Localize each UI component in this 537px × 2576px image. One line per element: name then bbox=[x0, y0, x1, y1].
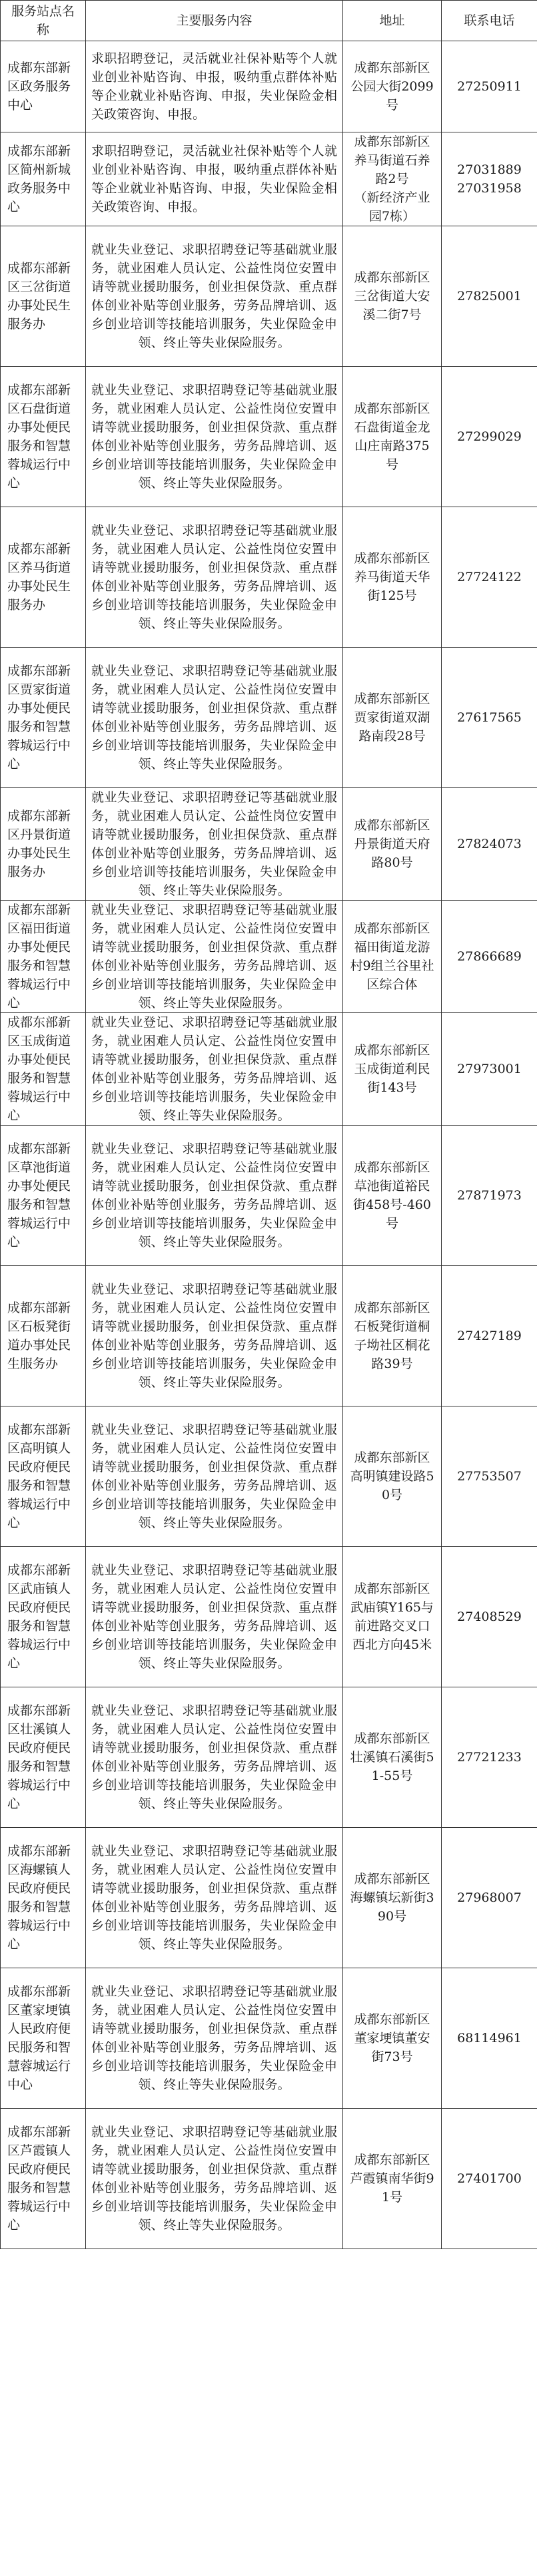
table-row bbox=[1, 507, 537, 648]
station-address: 成都东部新区三岔街道大安溪二街7号 bbox=[343, 226, 442, 367]
station-phone: 27968007 bbox=[442, 1828, 537, 1968]
service-content: 求职招聘登记，灵活就业社保补贴等个人就业创业补贴咨询、申报，吸纳重点群体补贴等企业就业补贴咨询、申报，失业保险金相关政策咨询、申报。 bbox=[86, 41, 343, 132]
service-content: 就业失业登记、求职招聘登记等基础就业服务，就业困难人员认定、公益性岗位安置申请等就业援助服务，创业担保贷款、重点群体创业补贴等创业服务，劳务品牌培训、返乡创业培训等技能培训服务，失业保险金申领、终止等失业保险服务。 bbox=[86, 788, 343, 901]
station-name: 成都东部新区高明镇人民政府便民服务和智慧蓉城运行中心 bbox=[1, 1406, 86, 1547]
service-content: 就业失业登记、求职招聘登记等基础就业服务，就业困难人员认定、公益性岗位安置申请等就业援助服务，创业担保贷款、重点群体创业补贴等创业服务，劳务品牌培训、返乡创业培训等技能培训服务，失业保险金申领、终止等失业保险服务。 bbox=[86, 1406, 343, 1547]
header-address: 地址 bbox=[343, 1, 442, 41]
station-address: 成都东部新区石板凳街道桐子坳社区桐花路39号 bbox=[343, 1266, 442, 1406]
service-content: 就业失业登记、求职招聘登记等基础就业服务，就业困难人员认定、公益性岗位安置申请等就业援助服务，创业担保贷款、重点群体创业补贴等创业服务，劳务品牌培训、返乡创业培训等技能培训服务，失业保险金申领、终止等失业保险服务。 bbox=[86, 1828, 343, 1968]
station-phone: 27973001 bbox=[442, 1013, 537, 1126]
station-address: 成都东部新区贾家街道双湖路南段28号 bbox=[343, 648, 442, 788]
station-name: 成都东部新区贾家街道办事处便民服务和智慧蓉城运行中心 bbox=[1, 648, 86, 788]
station-address: 成都东部新区草池街道裕民街458号-460号 bbox=[343, 1126, 442, 1266]
station-address: 成都东部新区丹景街道天府路80号 bbox=[343, 788, 442, 901]
service-content: 就业失业登记、求职招聘登记等基础就业服务，就业困难人员认定、公益性岗位安置申请等就业援助服务，创业担保贷款、重点群体创业补贴等创业服务，劳务品牌培训、返乡创业培训等技能培训服务，失业保险金申领、终止等失业保险服务。 bbox=[86, 367, 343, 507]
header-services: 主要服务内容 bbox=[86, 1, 343, 41]
station-phone: 27427189 bbox=[442, 1266, 537, 1406]
service-content: 就业失业登记、求职招聘登记等基础就业服务，就业困难人员认定、公益性岗位安置申请等就业援助服务，创业担保贷款、重点群体创业补贴等创业服务，劳务品牌培训、返乡创业培训等技能培训服务，失业保险金申领、终止等失业保险服务。 bbox=[86, 1013, 343, 1126]
service-content: 就业失业登记、求职招聘登记等基础就业服务，就业困难人员认定、公益性岗位安置申请等就业援助服务，创业担保贷款、重点群体创业补贴等创业服务，劳务品牌培训、返乡创业培训等技能培训服务，失业保险金申领、终止等失业保险服务。 bbox=[86, 1266, 343, 1406]
station-phone: 27299029 bbox=[442, 367, 537, 507]
station-phone: 27871973 bbox=[442, 1126, 537, 1266]
station-phone: 27721233 bbox=[442, 1687, 537, 1828]
station-phone: 27401700 bbox=[442, 2109, 537, 2249]
station-address: 成都东部新区高明镇建设路50号 bbox=[343, 1406, 442, 1547]
service-content: 就业失业登记、求职招聘登记等基础就业服务，就业困难人员认定、公益性岗位安置申请等就业援助服务，创业担保贷款、重点群体创业补贴等创业服务，劳务品牌培训、返乡创业培训等技能培训服务，失业保险金申领、终止等失业保险服务。 bbox=[86, 1968, 343, 2109]
station-phone: 27825001 bbox=[442, 226, 537, 367]
table-row bbox=[1, 2109, 537, 2249]
table-row bbox=[1, 648, 537, 788]
station-name: 成都东部新区丹景街道办事处民生服务办 bbox=[1, 788, 86, 901]
table-row bbox=[1, 1547, 537, 1687]
station-name: 成都东部新区石盘街道办事处便民服务和智慧蓉城运行中心 bbox=[1, 367, 86, 507]
station-phone: 27031889 27031958 bbox=[442, 132, 537, 226]
station-name: 成都东部新区石板凳街道办事处民生服务办 bbox=[1, 1266, 86, 1406]
station-address: 成都东部新区养马街道石养路2号 （新经济产业园7栋） bbox=[343, 132, 442, 226]
service-content: 就业失业登记、求职招聘登记等基础就业服务，就业困难人员认定、公益性岗位安置申请等就业援助服务，创业担保贷款、重点群体创业补贴等创业服务，劳务品牌培训、返乡创业培训等技能培训服务，失业保险金申领、终止等失业保险服务。 bbox=[86, 901, 343, 1013]
station-address: 成都东部新区养马街道天华街125号 bbox=[343, 507, 442, 648]
table-row bbox=[1, 41, 537, 132]
station-phone: 27408529 bbox=[442, 1547, 537, 1687]
service-content: 就业失业登记、求职招聘登记等基础就业服务，就业困难人员认定、公益性岗位安置申请等就业援助服务，创业担保贷款、重点群体创业补贴等创业服务，劳务品牌培训、返乡创业培训等技能培训服务，失业保险金申领、终止等失业保险服务。 bbox=[86, 1126, 343, 1266]
station-phone: 27824073 bbox=[442, 788, 537, 901]
station-name: 成都东部新区养马街道办事处民生服务办 bbox=[1, 507, 86, 648]
station-name: 成都东部新区海螺镇人民政府便民服务和智慧蓉城运行中心 bbox=[1, 1828, 86, 1968]
table-row bbox=[1, 1406, 537, 1547]
table-row bbox=[1, 226, 537, 367]
station-name: 成都东部新区福田街道办事处便民服务和智慧蓉城运行中心 bbox=[1, 901, 86, 1013]
table-row bbox=[1, 1968, 537, 2109]
table-row bbox=[1, 1828, 537, 1968]
service-content: 就业失业登记、求职招聘登记等基础就业服务，就业困难人员认定、公益性岗位安置申请等就业援助服务，创业担保贷款、重点群体创业补贴等创业服务，劳务品牌培训、返乡创业培训等技能培训服务，失业保险金申领、终止等失业保险服务。 bbox=[86, 2109, 343, 2249]
station-address: 成都东部新区芦霞镇南华街91号 bbox=[343, 2109, 442, 2249]
station-phone: 27866689 bbox=[442, 901, 537, 1013]
table-row bbox=[1, 788, 537, 901]
service-content: 就业失业登记、求职招聘登记等基础就业服务，就业困难人员认定、公益性岗位安置申请等就业援助服务，创业担保贷款、重点群体创业补贴等创业服务，劳务品牌培训、返乡创业培训等技能培训服务，失业保险金申领、终止等失业保险服务。 bbox=[86, 1547, 343, 1687]
service-content: 就业失业登记、求职招聘登记等基础就业服务，就业困难人员认定、公益性岗位安置申请等就业援助服务，创业担保贷款、重点群体创业补贴等创业服务，劳务品牌培训、返乡创业培训等技能培训服务，失业保险金申领、终止等失业保险服务。 bbox=[86, 226, 343, 367]
table-row bbox=[1, 1126, 537, 1266]
station-address: 成都东部新区石盘街道金龙山庄南路375号 bbox=[343, 367, 442, 507]
station-name: 成都东部新区三岔街道办事处民生服务办 bbox=[1, 226, 86, 367]
station-name: 成都东部新区武庙镇人民政府便民服务和智慧蓉城运行中心 bbox=[1, 1547, 86, 1687]
station-phone: 68114961 bbox=[442, 1968, 537, 2109]
table-row bbox=[1, 1687, 537, 1828]
station-name: 成都东部新区董家埂镇人民政府便民服务和智慧蓉城运行中心 bbox=[1, 1968, 86, 2109]
table-row bbox=[1, 1013, 537, 1126]
station-name: 成都东部新区玉成街道办事处便民服务和智慧蓉城运行中心 bbox=[1, 1013, 86, 1126]
station-address: 成都东部新区公园大街2099号 bbox=[343, 41, 442, 132]
station-address: 成都东部新区福田街道龙游村9组兰谷里社区综合体 bbox=[343, 901, 442, 1013]
service-content: 就业失业登记、求职招聘登记等基础就业服务，就业困难人员认定、公益性岗位安置申请等就业援助服务，创业担保贷款、重点群体创业补贴等创业服务，劳务品牌培训、返乡创业培训等技能培训服务，失业保险金申领、终止等失业保险服务。 bbox=[86, 507, 343, 648]
station-name: 成都东部新区壮溪镇人民政府便民服务和智慧蓉城运行中心 bbox=[1, 1687, 86, 1828]
table-header-row bbox=[1, 1, 537, 41]
station-phone: 27753507 bbox=[442, 1406, 537, 1547]
header-station-name: 服务站点名称 bbox=[1, 1, 86, 41]
table-row bbox=[1, 132, 537, 226]
station-name: 成都东部新区政务服务中心 bbox=[1, 41, 86, 132]
station-phone: 27724122 bbox=[442, 507, 537, 648]
station-name: 成都东部新区简州新城政务服务中心 bbox=[1, 132, 86, 226]
station-address: 成都东部新区壮溪镇石溪街51-55号 bbox=[343, 1687, 442, 1828]
service-content: 就业失业登记、求职招聘登记等基础就业服务，就业困难人员认定、公益性岗位安置申请等就业援助服务，创业担保贷款、重点群体创业补贴等创业服务，劳务品牌培训、返乡创业培训等技能培训服务，失业保险金申领、终止等失业保险服务。 bbox=[86, 1687, 343, 1828]
station-name: 成都东部新区草池街道办事处便民服务和智慧蓉城运行中心 bbox=[1, 1126, 86, 1266]
station-phone: 27250911 bbox=[442, 41, 537, 132]
station-address: 成都东部新区玉成街道利民街143号 bbox=[343, 1013, 442, 1126]
station-address: 成都东部新区董家埂镇董安街73号 bbox=[343, 1968, 442, 2109]
service-content: 求职招聘登记，灵活就业社保补贴等个人就业创业补贴咨询、申报，吸纳重点群体补贴等企业就业补贴咨询、申报，失业保险金相关政策咨询、申报。 bbox=[86, 132, 343, 226]
table-row bbox=[1, 367, 537, 507]
service-content: 就业失业登记、求职招聘登记等基础就业服务，就业困难人员认定、公益性岗位安置申请等就业援助服务，创业担保贷款、重点群体创业补贴等创业服务，劳务品牌培训、返乡创业培训等技能培训服务，失业保险金申领、终止等失业保险服务。 bbox=[86, 648, 343, 788]
header-phone: 联系电话 bbox=[442, 1, 537, 41]
table-row bbox=[1, 1266, 537, 1406]
station-phone: 27617565 bbox=[442, 648, 537, 788]
station-address: 成都东部新区海螺镇坛新街390号 bbox=[343, 1828, 442, 1968]
table-row bbox=[1, 901, 537, 1013]
station-address: 成都东部新区武庙镇Y165与前进路交叉口西北方向45米 bbox=[343, 1547, 442, 1687]
station-name: 成都东部新区芦霞镇人民政府便民服务和智慧蓉城运行中心 bbox=[1, 2109, 86, 2249]
